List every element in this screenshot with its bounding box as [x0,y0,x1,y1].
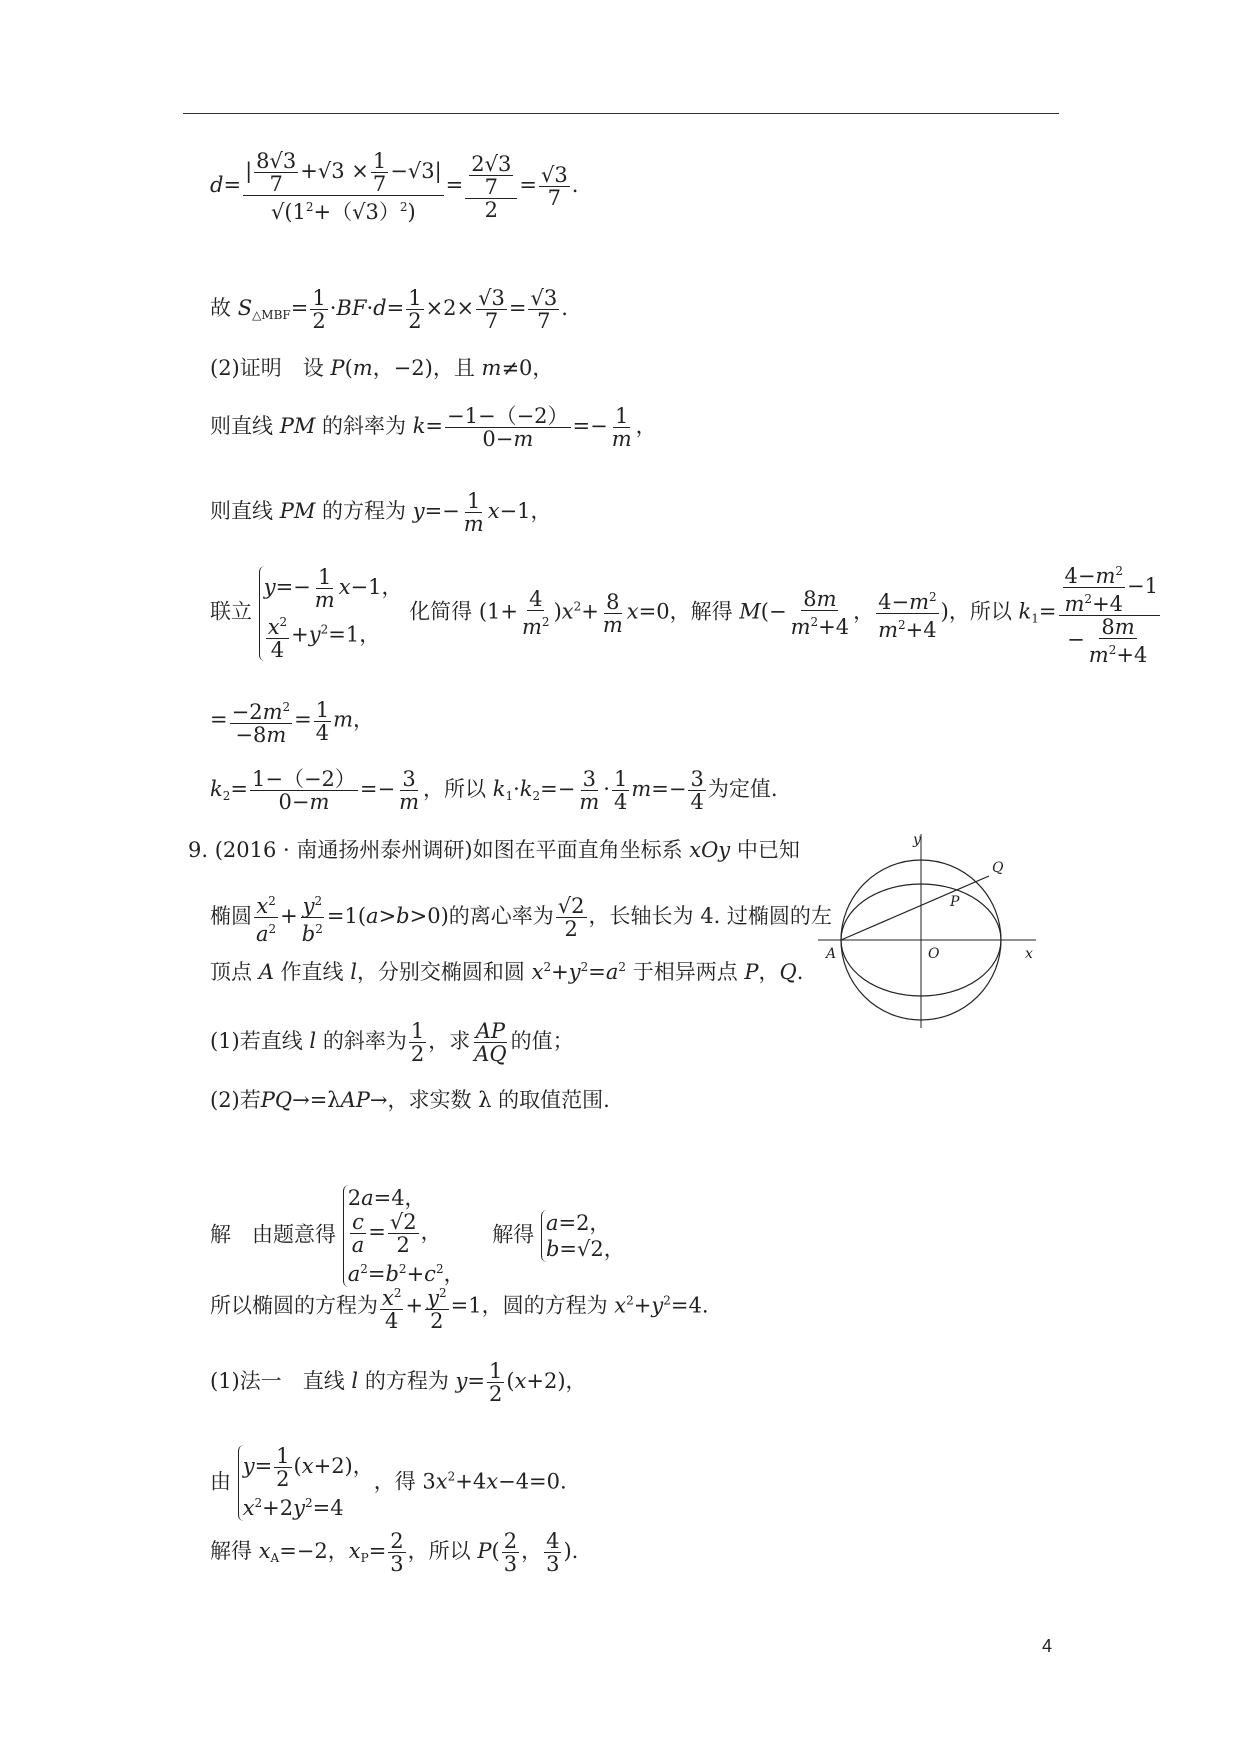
k2-line: $k_2=$ $\frac{1-(-2)}{0-m}$ =− $\frac{3}{m}$ ，所以 $k_1\cdot k_2=-$ $\frac{3}{m}$ · $\frac{1}{4}$ m=− $\frac{3}{4}$ 为定值. [210,767,778,814]
area-line: 故 $S_{\triangle MBF}=$ $\frac{1}{2}$ ·BF·d= $\frac{1}{2}$ ×2× $\frac{√3}{7}$ = $\frac{√3}{7}$ . [210,286,568,333]
label-a: A [826,946,837,962]
q9-line1: 9. (2016 · 南通扬州泰州调研)如图在平面直角坐标系 xOy 中已知 [188,838,800,862]
q9-line2: 椭圆 $\frac{x^2}{a^2}$ + $\frac{y^2}{b^2}$ =1(a>b>0)的离心率为 $\frac{√2}{2}$ ，长轴长为 4. 过椭圆的左 [210,890,832,945]
solve-x: 解得 $x_A=-2$，$x_P=$ $\frac{2}{3}$ ，所以 P( $\frac{2}{3}$ ， $\frac{4}{3}$ ). [210,1529,579,1576]
label-q: Q [992,860,1004,876]
label-o: O [928,946,940,962]
d-formula: d= | $\frac{8√3}{7}$ +√3 × $\frac{1}{7}$ −√3| $√(1^2+(√3)^2)$ = $\frac{\frac{2√3}{7}}{2}$ = $\frac{√3}{7}$ . [210,149,579,224]
label-p: P [950,894,960,910]
line-l [841,876,989,940]
page-number: 4 [1042,1636,1053,1656]
sol-intro: 解 由题意得 2a=4， $\frac{c}{a}$ = $\frac{√2}{2}$ ， $a^2=b^2+c^2$， 解得 a=2， b=√2， [210,1186,625,1286]
k1-result: = $\frac{-2m^2}{-8m}$ = $\frac{1}{4}$ m， [210,697,375,747]
slope-pm: 则直线 PM 的斜率为 k= $\frac{-1-(-2)}{0-m}$ =− $\frac{1}{m}$ ， [210,404,657,451]
sol-eq: 所以椭圆的方程为 $\frac{x^2}{4}$ + $\frac{y^2}{2}$ =1，圆的方程为 $x^2+y^2=4$. [210,1282,709,1332]
method1: (1)法一 直线 l 的方程为 y= $\frac{1}{2}$ (x+2)， [210,1359,587,1406]
proof-intro: (2)证明 设 P(m，−2)，且 m≠0， [210,356,554,380]
ellipse-circle-figure [818,832,1048,1032]
header-rule [183,113,1059,114]
label-x: x [1025,946,1033,962]
label-y: y [913,832,921,848]
eq-pm: 则直线 PM 的方程为 y=− $\frac{1}{m}$ x−1， [210,489,552,536]
q9-part1: (1)若直线 l 的斜率为 $\frac{1}{2}$ ，求 $\frac{AP}{AQ}$ 的值； [210,1019,574,1066]
system2: 由 y= $\frac{1}{2}$ (x+2)， $x^2+2y^2=4$ ，得 $3x^2+4x-4=0$. [210,1444,567,1520]
system1: 联立 y=− $\frac{1}{m}$ x−1， $\frac{x^2}{4}$ $+y^2=1$， 化简得 (1+ $\frac{4}{m^2}$ )$x^2+$ $\frac{8}{m}$ x=0，解得 M(− $\frac{8m}{m^2+4}$ ， $\frac{4-m^2}{m^2+4}$ )，所以 $k_1=$ $\frac{4-m^2}{m^2+4}$ −1 − $\frac{8m}{m^2+4}$ [210,560,1162,666]
q9-line3: 顶点 A 作直线 l，分别交椭圆和圆 $x^2+y^2=a^2$ 于相异两点 P，Q. [210,960,804,984]
q9-part2: (2)若PQ→=λAP→，求实数 λ 的取值范围. [210,1088,610,1112]
